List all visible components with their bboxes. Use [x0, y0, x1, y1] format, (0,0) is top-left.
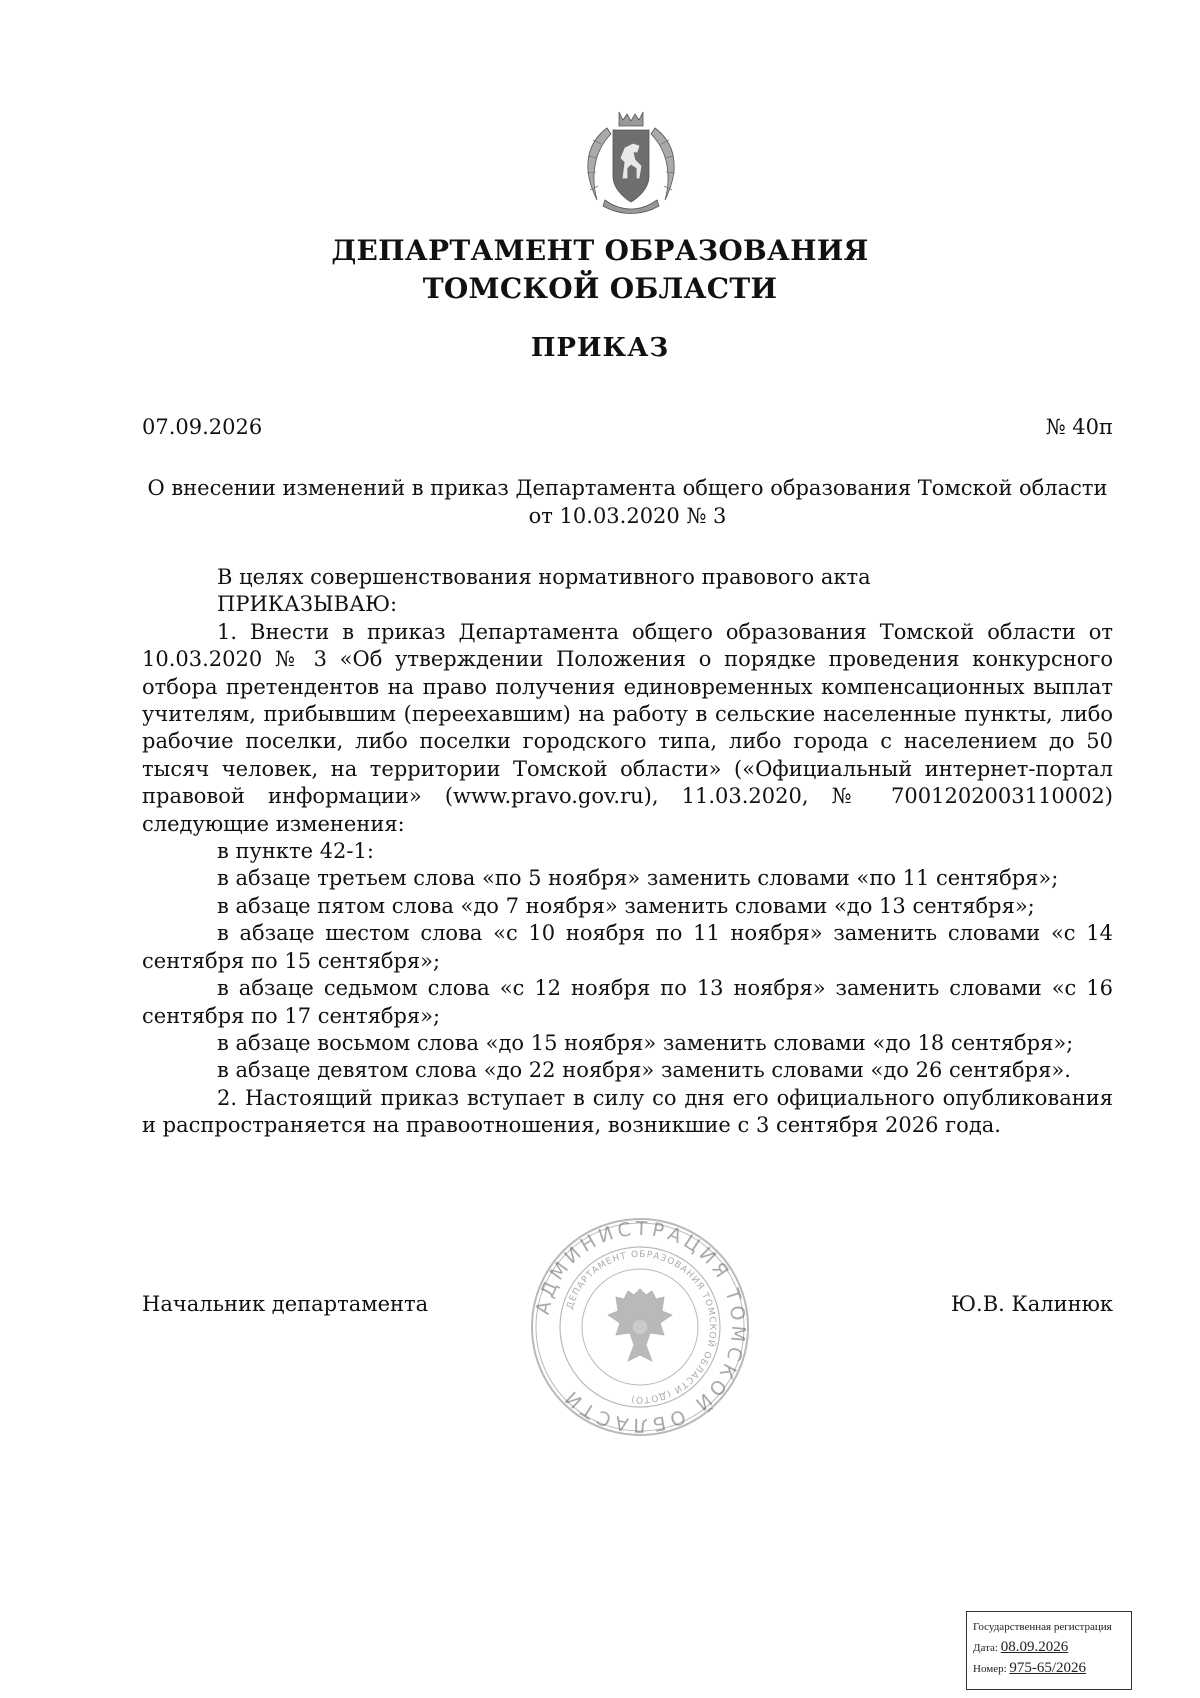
signer-position: Начальник департамента: [142, 1292, 429, 1316]
department-title-line1: ДЕПАРТАМЕНТ ОБРАЗОВАНИЯ: [331, 234, 869, 267]
body-paragraph: в абзаце пятом слова «до 7 ноября» заменить словами «до 13 сентября»;: [217, 893, 1035, 918]
signer-name: Ю.В. Калинюк: [950, 1292, 1113, 1316]
seal-outer-text: АДМИНИСТРАЦИЯ ТОМСКОЙ ОБЛАСТИ: [531, 1217, 750, 1437]
order-subject-line1: О внесении изменений в приказ Департамента общего образования Томской области: [147, 476, 1108, 500]
order-subject-line2: от 10.03.2020 № 3: [528, 504, 727, 528]
order-subject: [142, 474, 1113, 530]
order-date: 07.09.2026: [142, 415, 263, 439]
body-paragraph: 2. Настоящий приказ вступает в силу со дня его официального опубликования и распространяется на правоотношения, возникшие с 3 сентября 2026 года.: [142, 1085, 1113, 1138]
official-seal-icon: [528, 1215, 752, 1439]
registration-title: Государственная регистрация: [973, 1621, 1112, 1633]
body-paragraph: в абзаце шестом слова «с 10 ноября по 11 ноября» заменить словами «с 14 сентября по 15 сентября»;: [142, 921, 1113, 973]
order-body: [142, 564, 1113, 1140]
document-type-title: ПРИКАЗ: [530, 333, 670, 363]
registration-number-row: [973, 1658, 1125, 1679]
body-paragraph: в абзаце третьем слова «по 5 ноября» заменить словами «по 11 сентября»;: [217, 866, 1059, 891]
department-title-line2: ТОМСКОЙ ОБЛАСТИ: [422, 272, 778, 305]
registration-date-row: [973, 1637, 1125, 1658]
registration-date-label: Дата:: [973, 1642, 998, 1654]
body-paragraph: в абзаце восьмом слова «до 15 ноября» заменить словами «до 18 сентября»;: [217, 1030, 1074, 1055]
body-paragraph: в пункте 42-1:: [217, 839, 374, 864]
registration-date-value: 08.09.2026: [1000, 1639, 1069, 1655]
body-paragraph: ПРИКАЗЫВАЮ:: [217, 592, 398, 617]
body-paragraph: в абзаце девятом слова «до 22 ноября» заменить словами «до 26 сентября».: [217, 1058, 1071, 1083]
state-registration-box: [966, 1611, 1132, 1690]
body-paragraph: В целях совершенствования нормативного правового акта: [217, 565, 871, 589]
seal-inner-text: ДЕПАРТАМЕНТ ОБРАЗОВАНИЯ ТОМСКОЙ ОБЛАСТИ (ДОТО): [565, 1249, 718, 1405]
body-paragraph: 1. Внести в приказ Департамента общего образования Томской области от 10.03.2020 № 3 «Об утверждении Положения о порядке проведения конкурсного отбора претендентов на право получения единовременных компенсационных выплат учителям, прибывшим (переехавшим) на работу в сельские населенные пункты, либо рабочие поселки, либо поселки городского типа, либо города с населением до 50 тысяч человек, на территории Томской области» («Официальный интернет-портал правовой информации» (www.pravo.gov.ru), 11.03.2020, № 7001202003110002) следующие изменения:: [142, 619, 1113, 836]
body-paragraph: в абзаце седьмом слова «с 12 ноября по 13 ноября» заменить словами «с 16 сентября по 17 сентября»;: [142, 976, 1113, 1028]
tomsk-region-emblem-icon: [567, 108, 695, 216]
registration-number-value: 975-65/2026: [1009, 1660, 1087, 1676]
registration-number-label: Номер:: [973, 1663, 1007, 1675]
order-number: № 40п: [1045, 415, 1113, 439]
